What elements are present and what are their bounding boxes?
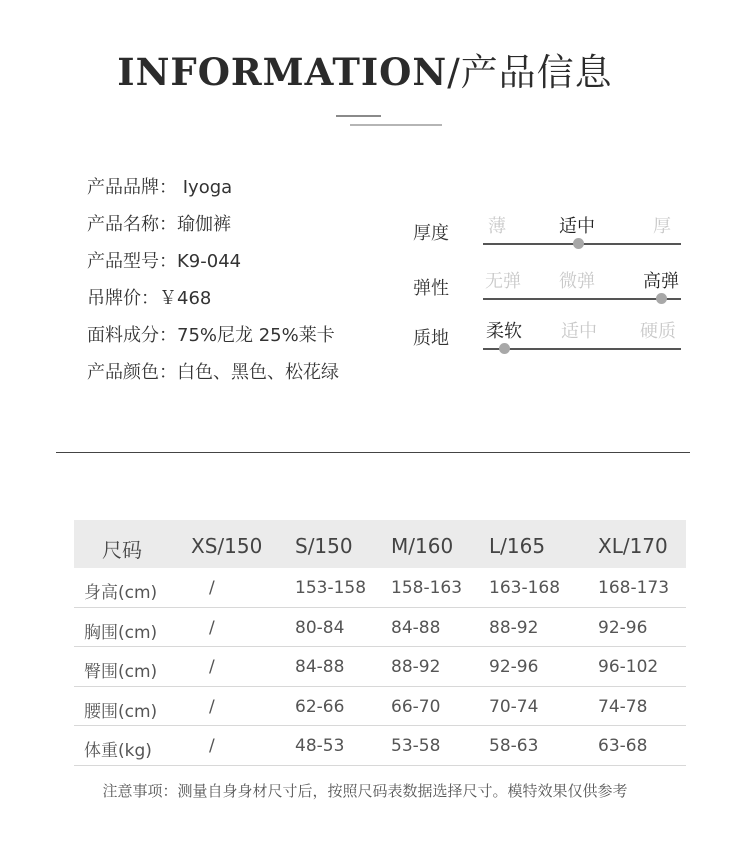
scale-name: 弹性 — [413, 278, 449, 299]
section-divider — [56, 452, 690, 453]
info-label: 产品品牌： — [87, 177, 177, 198]
table-cell: 92-96 — [489, 657, 539, 677]
info-label: 产品型号： — [87, 251, 177, 272]
info-row-material — [87, 322, 339, 359]
header-cell: XS/150 — [191, 534, 263, 558]
table-cell: 153-158 — [295, 578, 367, 598]
table-row — [74, 608, 686, 648]
table-cell: 168-173 — [598, 578, 670, 598]
table-row — [74, 647, 686, 687]
info-row-name — [87, 211, 339, 248]
row-label: 腰围(cm) — [84, 701, 158, 722]
table-cell: 158-163 — [391, 578, 463, 598]
info-value: 75%尼龙 25%莱卡 — [177, 325, 335, 346]
info-row-price — [87, 285, 339, 322]
scale-option-selected: 高弹 — [643, 271, 679, 292]
table-cell: 62-66 — [295, 696, 345, 717]
table-cell: 58-63 — [489, 736, 539, 756]
scale-marker — [573, 238, 584, 249]
table-row — [74, 687, 686, 727]
header-cell: 尺码 — [102, 538, 142, 562]
table-cell: 63-68 — [598, 736, 648, 756]
scale-thickness — [413, 212, 693, 256]
scale-option-selected: 适中 — [559, 216, 595, 237]
page-title — [0, 42, 730, 96]
info-row-colors — [87, 359, 339, 396]
header-cell: L/165 — [489, 534, 546, 558]
table-cell: / — [209, 696, 215, 717]
scale-line — [483, 298, 681, 300]
info-label: 吊牌价： — [87, 288, 159, 309]
table-cell: 88-92 — [391, 657, 441, 677]
row-label: 臀围(cm) — [84, 662, 158, 682]
scale-name: 质地 — [413, 328, 449, 349]
scale-option: 微弹 — [559, 271, 595, 292]
table-cell: / — [209, 617, 215, 638]
info-label: 面料成分： — [87, 325, 177, 346]
table-cell: 88-92 — [489, 617, 539, 638]
scale-marker — [499, 343, 510, 354]
info-label: 产品名称： — [87, 214, 177, 235]
table-cell: 84-88 — [391, 617, 441, 638]
scale-option: 薄 — [488, 216, 506, 237]
info-row-brand — [87, 174, 339, 211]
size-table — [74, 520, 686, 766]
scale-option: 适中 — [561, 321, 597, 342]
table-cell: / — [209, 736, 215, 756]
title-english: INFORMATION — [117, 50, 448, 94]
scale-texture — [413, 317, 693, 361]
scale-option: 厚 — [653, 216, 671, 237]
product-info — [87, 174, 339, 396]
info-label: 产品颜色： — [87, 362, 177, 383]
header-cell: S/150 — [295, 534, 353, 558]
scale-option-selected: 柔软 — [486, 321, 522, 342]
title-underline-long — [350, 124, 442, 126]
scale-option: 硬质 — [640, 321, 676, 342]
footnote: 注意事项：测量自身身材尺寸后，按照尺码表数据选择尺寸。模特效果仅供参考 — [102, 782, 628, 800]
table-cell: 74-78 — [598, 696, 648, 717]
table-cell: / — [209, 657, 215, 677]
info-value: 白色、黑色、松花绿 — [177, 362, 339, 383]
header-cell: M/160 — [391, 534, 454, 558]
info-value: Iyoga — [182, 177, 233, 198]
table-cell: 92-96 — [598, 617, 648, 638]
table-cell: 80-84 — [295, 617, 345, 638]
row-label: 胸围(cm) — [84, 622, 158, 643]
info-value: ￥468 — [159, 288, 212, 309]
table-cell: 96-102 — [598, 657, 659, 677]
table-row — [74, 568, 686, 608]
scale-line — [483, 348, 681, 350]
info-value: K9-044 — [177, 251, 242, 272]
table-row — [74, 726, 686, 766]
scale-option: 无弹 — [485, 271, 521, 292]
scale-name: 厚度 — [413, 223, 449, 244]
scale-elasticity — [413, 267, 693, 311]
scale-marker — [656, 293, 667, 304]
info-row-model — [87, 248, 339, 285]
title-chinese: /产品信息 — [447, 51, 613, 94]
header-cell: XL/170 — [598, 534, 668, 558]
table-cell: 66-70 — [391, 696, 441, 717]
size-table-header — [74, 520, 686, 568]
table-cell: 53-58 — [391, 736, 441, 756]
table-cell: 163-168 — [489, 578, 561, 598]
info-value: 瑜伽裤 — [177, 214, 231, 235]
table-cell: 48-53 — [295, 736, 345, 756]
table-cell: / — [209, 578, 215, 598]
row-label: 身高(cm) — [84, 583, 158, 603]
row-label: 体重(kg) — [84, 741, 152, 761]
title-underline-short — [336, 115, 381, 117]
table-cell: 70-74 — [489, 696, 539, 717]
table-cell: 84-88 — [295, 657, 345, 677]
